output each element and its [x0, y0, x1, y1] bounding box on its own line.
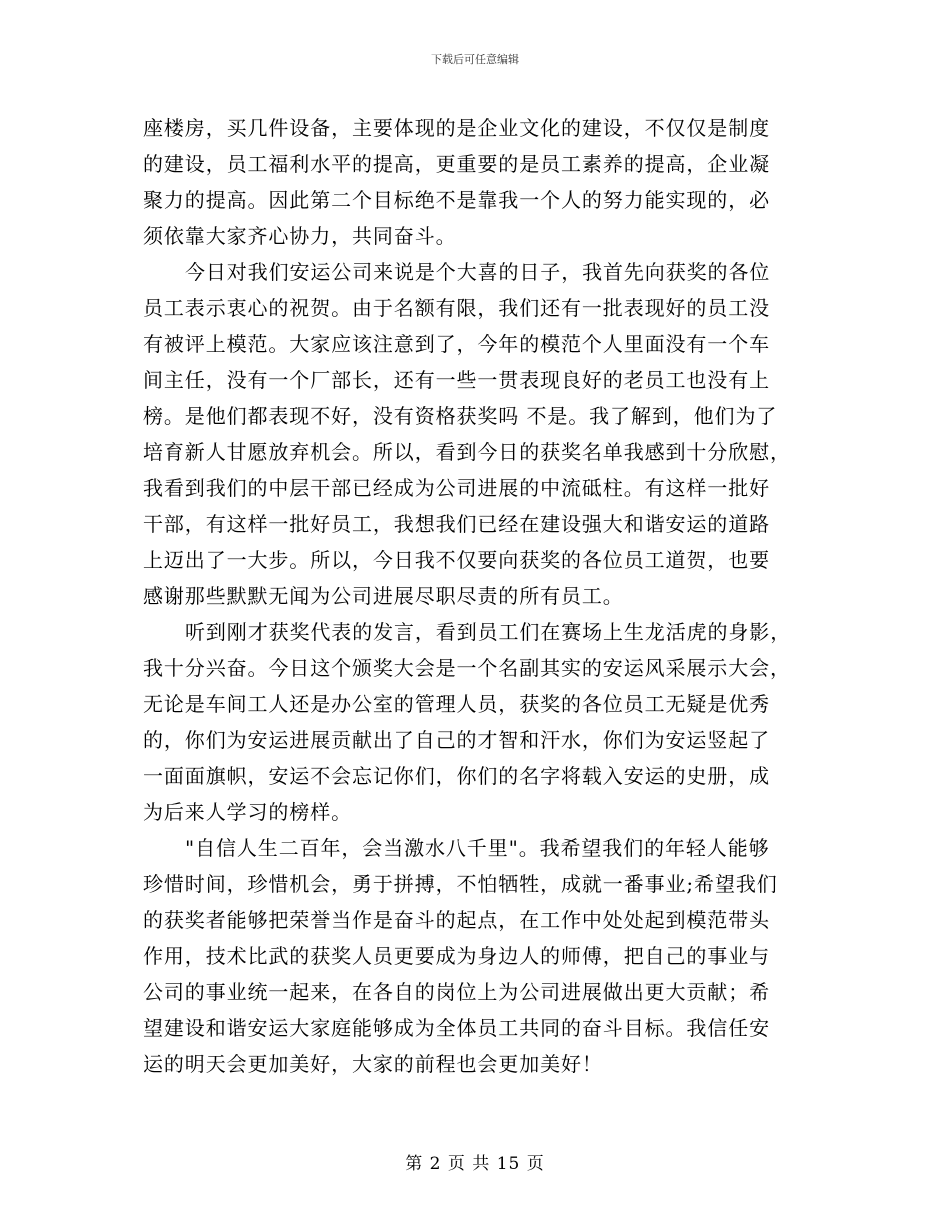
page-header: 下载后可任意编辑	[431, 53, 519, 66]
document-body	[143, 110, 809, 1082]
paragraph	[143, 254, 809, 614]
text-line: 的建设，员工福利水平的提高，更重要的是员工素养的提高，企业凝	[143, 152, 770, 176]
text-line: 须依靠大家齐心协力，共同奋斗。	[143, 224, 457, 248]
text-line: 望建设和谐安运大家庭能够成为全体员工共同的奋斗目标。我信任安	[143, 1016, 770, 1040]
text-line: 为后来人学习的榜样。	[143, 800, 352, 824]
page-footer: 第 2 页 共 15 页	[405, 1154, 545, 1174]
text-line: 干部，有这样一批好员工，我想我们已经在建设强大和谐安运的道路	[143, 512, 770, 536]
text-line: 公司的事业统一起来，在各自的岗位上为公司进展做出更大贡献；希	[143, 980, 770, 1004]
paragraph	[143, 614, 809, 830]
text-line: 运的明天会更加美好，大家的前程也会更加美好！	[143, 1052, 603, 1076]
text-line: 的获奖者能够把荣誉当作是奋斗的起点，在工作中处处起到模范带头	[143, 908, 770, 932]
paragraph	[143, 110, 809, 254]
text-line: 无论是车间工人还是办公室的管理人员，获奖的各位员工无疑是优秀	[143, 692, 770, 716]
text-line: 员工表示衷心的祝贺。由于名额有限，我们还有一批表现好的员工没	[143, 296, 770, 320]
text-line: 珍惜时间，珍惜机会，勇于拼搏，不怕牺牲，成就一番事业;希望我们	[143, 872, 778, 896]
text-line: 有被评上模范。大家应该注意到了，今年的模范个人里面没有一个车	[143, 332, 770, 356]
text-line: 我十分兴奋。今日这个颁奖大会是一个名副其实的安运风采展示大会，	[143, 656, 791, 680]
text-line: 培育新人甘愿放弃机会。所以，看到今日的获奖名单我感到十分欣慰，	[143, 440, 791, 464]
text-line: 间主任，没有一个厂部长，还有一些一贯表现良好的老员工也没有上	[143, 368, 770, 392]
text-line: 今日对我们安运公司来说是个大喜的日子，我首先向获奖的各位	[185, 260, 771, 284]
text-line: 上迈出了一大步。所以，今日我不仅要向获奖的各位员工道贺，也要	[143, 548, 770, 572]
text-line: 榜。是他们都表现不好，没有资格获奖吗 不是。我了解到，他们为了	[143, 404, 778, 428]
paragraph	[143, 830, 809, 1082]
text-line: 座楼房，买几件设备，主要体现的是企业文化的建设，不仅仅是制度	[143, 116, 770, 140]
text-line: 感谢那些默默无闻为公司进展尽职尽责的所有员工。	[143, 584, 624, 608]
text-line: 的，你们为安运进展贡献出了自己的才智和汗水，你们为安运竖起了	[143, 728, 770, 752]
text-line: 作用，技术比武的获奖人员更要成为身边人的师傅，把自己的事业与	[143, 944, 770, 968]
text-line: "自信人生二百年，会当激水八千里"。我希望我们的年轻人能够	[185, 836, 770, 860]
text-line: 聚力的提高。因此第二个目标绝不是靠我一个人的努力能实现的，必	[143, 188, 770, 212]
text-line: 一面面旗帜，安运不会忘记你们，你们的名字将载入安运的史册，成	[143, 764, 770, 788]
text-line: 我看到我们的中层干部已经成为公司进展的中流砥柱。有这样一批好	[143, 476, 770, 500]
text-line: 听到刚才获奖代表的发言，看到员工们在赛场上生龙活虎的身影，	[185, 620, 792, 644]
